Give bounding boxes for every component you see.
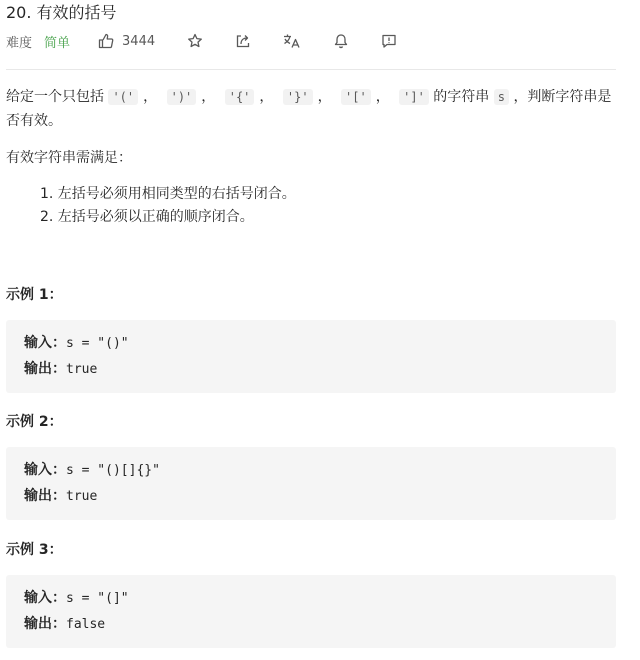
difficulty-value: 简单 xyxy=(44,35,71,51)
output-value: true xyxy=(66,362,98,377)
output-value: true xyxy=(66,489,98,504)
code-chip: ']' xyxy=(399,89,429,105)
input-value: s = "()" xyxy=(66,336,129,351)
example-title: 示例 1： xyxy=(6,287,63,303)
requirements-label: 有效字符串需满足： xyxy=(6,150,132,166)
output-label: 输出： xyxy=(24,361,66,377)
input-value: s = "(]" xyxy=(66,591,129,606)
code-chip: '}' xyxy=(283,89,313,105)
input-value: s = "()[]{}" xyxy=(66,463,160,478)
example-output xyxy=(24,358,97,378)
feedback-button[interactable] xyxy=(381,33,397,49)
list-item: 1. 左括号必须用相同类型的右括号闭合。 xyxy=(40,186,296,202)
code-chip: '(' xyxy=(108,89,138,105)
example-title: 示例 2： xyxy=(6,414,63,430)
translate-button[interactable] xyxy=(283,33,301,49)
star-icon xyxy=(187,33,203,49)
favorite-button[interactable] xyxy=(187,33,203,49)
desc-text-prefix: 给定一个只包括 xyxy=(6,89,104,105)
share-icon xyxy=(235,33,251,49)
feedback-icon xyxy=(381,33,397,49)
example-box xyxy=(6,447,616,520)
output-value: false xyxy=(66,617,106,632)
translate-icon xyxy=(283,33,301,49)
example-input xyxy=(24,332,129,352)
example-box xyxy=(6,575,616,648)
output-label: 输出： xyxy=(24,616,66,632)
like-button[interactable] xyxy=(98,33,155,49)
desc-text-suffix: 的字符串 xyxy=(433,89,490,105)
bell-icon xyxy=(333,33,349,49)
desc-text-line2: 否有效。 xyxy=(6,113,62,129)
example-box xyxy=(6,320,616,393)
input-label: 输入： xyxy=(24,590,66,606)
code-chip: '{' xyxy=(225,89,255,105)
list-item: 2. 左括号必须以正确的顺序闭合。 xyxy=(40,209,254,225)
example-output xyxy=(24,485,97,505)
share-button[interactable] xyxy=(235,33,251,49)
difficulty-label: 难度 xyxy=(6,35,33,51)
problem-title: 20. 有效的括号 xyxy=(6,3,117,22)
rules-list xyxy=(40,183,296,229)
example-input xyxy=(24,459,160,479)
notification-button[interactable] xyxy=(333,33,349,49)
var-chip: s xyxy=(494,89,509,105)
example-input xyxy=(24,587,129,607)
output-label: 输出： xyxy=(24,488,66,504)
action-icons xyxy=(187,33,397,49)
divider xyxy=(6,69,616,70)
problem-description: 给定一个只包括 '(' ， ')' ， '{' ， '}' ， '[' ， ']' 的字符串 s ，判断字符串是 否有效。 xyxy=(6,89,612,129)
example-output xyxy=(24,613,105,633)
problem-meta-bar xyxy=(6,32,397,50)
code-chip: '[' xyxy=(341,89,371,105)
input-label: 输入： xyxy=(24,335,66,351)
code-chip: ')' xyxy=(167,89,197,105)
thumbs-up-icon xyxy=(98,33,114,49)
desc-text-end: ，判断字符串是 xyxy=(513,89,612,105)
example-title: 示例 3： xyxy=(6,542,63,558)
like-count: 3444 xyxy=(122,33,156,49)
input-label: 输入： xyxy=(24,462,66,478)
